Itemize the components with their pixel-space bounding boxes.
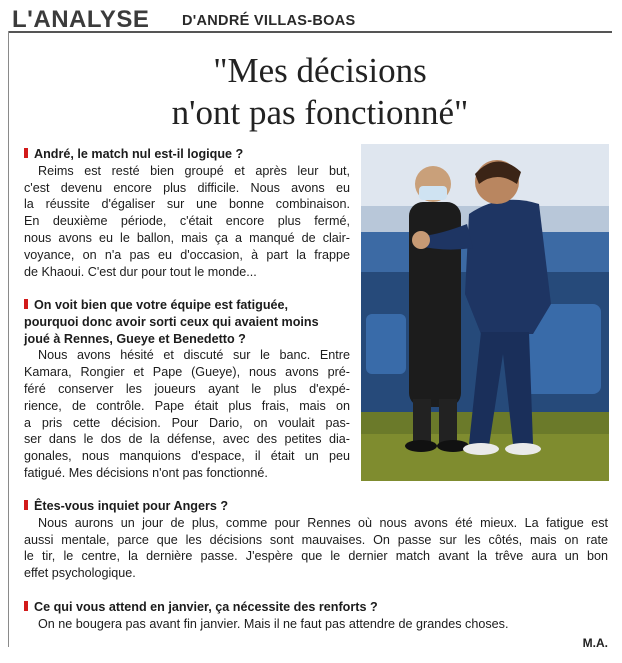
qa-block-4 [24,599,608,633]
question-marker [24,601,28,611]
title-line-2: n'ont pas fonctionné" [171,93,469,132]
question-marker [24,299,28,309]
signature: M.A. [582,636,608,650]
qa-block-3 [24,498,608,582]
author-label: D'ANDRÉ VILLAS-BOAS [182,13,356,29]
header-rule [8,31,612,33]
article-header [12,6,612,32]
coach-photo [361,144,609,481]
question-4: Ce qui vous attend en janvier, ça nécessite des renforts ? [24,599,608,616]
answer-2: Nous avons hésité et discuté sur le banc. Entre Kamara, Rongier et Pape (Gueye), nous avons pré- féré conserver les joueurs ayant le plus d'expé- rience, de contrôle. Pape était plus frais, mais on a pris cette décision. Pour Dario, on voulait pas- ser dans le dos de la défense, avec des petites dia- gonales, nous manquions d'espace, il était un peu fatigué. Mes décisions n'ont pas fonctionné. [24,348,350,480]
coach-photo-illustration [361,144,609,481]
answer-1: Reims est resté bien groupé et après leur but, c'est devenu encore plus difficile. Nous avons eu la réussite d'égaliser sur une bonne combinaison. En deuxième période, c'était encore plus fermé, nous avons eu le ballon, mais ça a manqué de clair- voyance, on n'a pas eu d'occasion, à part la frappe de Khaoui. C'est dur pour tout le monde... [24,163,350,279]
qa-block-2: On voit bien que votre équipe est fatiguée, pourquoi donc avoir sorti ceux qui avaient moins joué à Rennes, Gueye et Benedetto ? Nous avons hésité et discuté sur le banc. Entre Kamara, Rongier et Pape (Gueye), nous avons pré- féré conserver les joueurs ayant le plus d'expé- rience, de contrôle. Pape était plus frais, mais on a pris cette décision. Pour Dario, on voulait pas- ser dans le dos de la défense, avec des petites dia- gonales, nous manquions d'espace, il était un peu fatigué. Mes décisions n'ont pas fonctionné. [24,298,350,480]
question-3: Êtes-vous inquiet pour Angers ? [24,498,608,515]
qa-block-1 [24,146,350,280]
question-1: André, le match nul est-il logique ? [24,146,350,163]
answer-4: On ne bougera pas avant fin janvier. Mais il ne faut pas attendre de grandes choses. [38,616,509,631]
title-line-1: "Mes décisions [213,51,427,90]
question-2: On voit bien que votre équipe est fatiguée, [24,297,350,314]
answer-3: Nous aurons un jour de plus, comme pour Rennes où nous avons été mieux. La fatigue est aussi mentale, parce que les décisions sont mauvaises. On passe sur les côtés, mais on rate le tir, le centre, la dernière passe. J'espère que le dernier match avant la trêve aura un bon effet psychologique. [24,515,608,581]
left-rule [8,31,9,647]
section-label: L'ANALYSE [12,6,150,33]
question-marker [24,500,28,510]
article-title [60,50,580,134]
question-marker [24,148,28,158]
